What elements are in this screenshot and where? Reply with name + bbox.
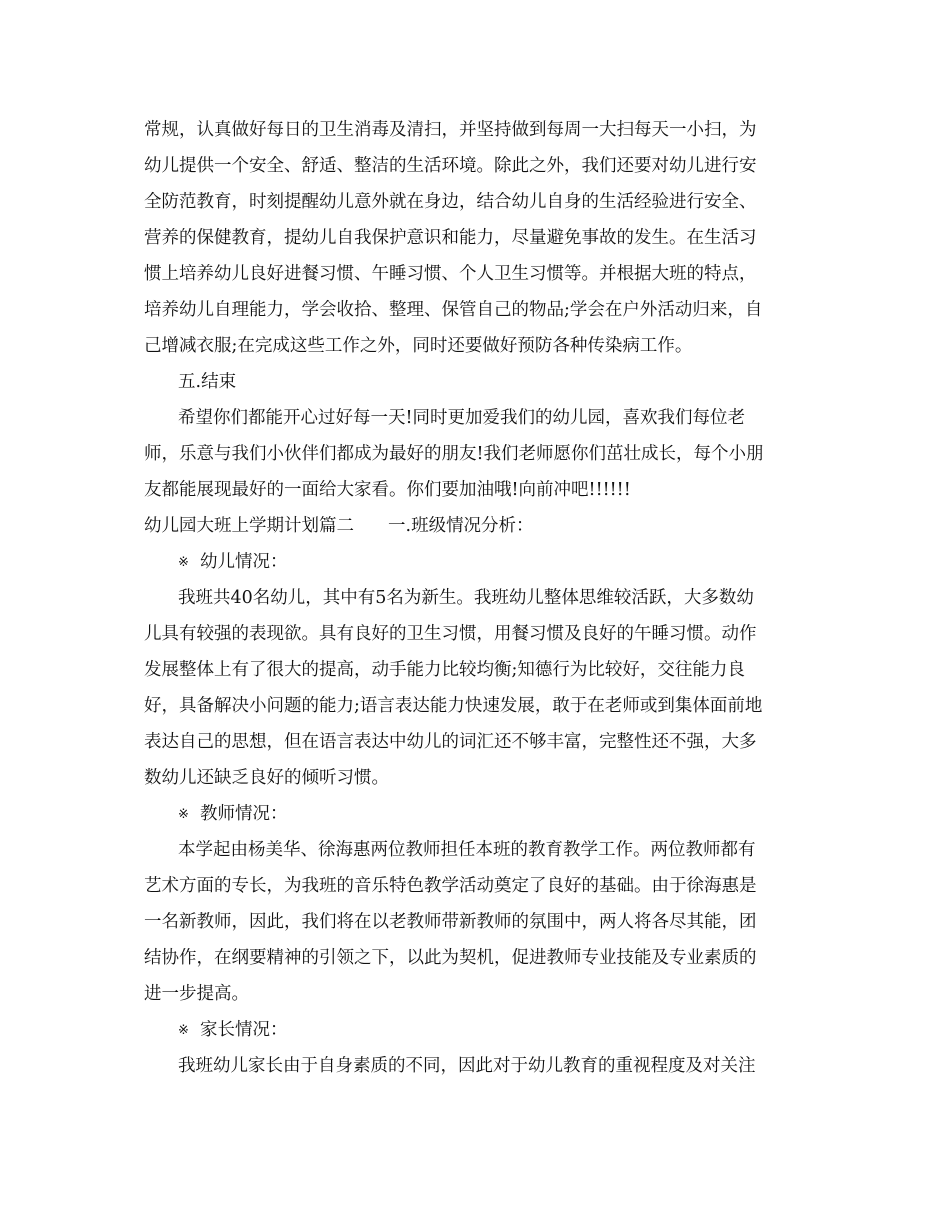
text-line: 好，具备解决小问题的能力;语言表达能力快速发展，敢于在老师或到集体面前地 xyxy=(144,696,763,716)
text-line: 数幼儿还缺乏良好的倾听习惯。 xyxy=(144,768,389,788)
text-line: 营养的保健教育，提幼儿自我保护意识和能力，尽量避免事故的发生。在生活习 xyxy=(144,228,757,248)
subheading-parents xyxy=(178,1017,288,1043)
text-line: 己增减衣服;在完成这些工作之外，同时还要做好预防各种传染病工作。 xyxy=(144,336,693,356)
text-line: 进一步提高。 xyxy=(144,984,249,1004)
text-line: 希望你们都能开心过好每一天!同时更加爱我们的幼儿园，喜欢我们每位老 xyxy=(178,408,746,428)
reference-mark-icon: ※ xyxy=(178,807,189,822)
text-line: 结协作，在纲要精神的引领之下，以此为契机，促进教师专业技能及专业素质的 xyxy=(144,948,757,968)
text-line: 发展整体上有了很大的提高，动手能力比较均衡;知德行为比较好，交往能力良 xyxy=(144,660,745,680)
title-line xyxy=(144,513,534,539)
subheading-label: 教师情况： xyxy=(200,804,288,824)
section-heading: 五.结束 xyxy=(178,372,237,392)
reference-mark-icon: ※ xyxy=(178,555,189,570)
text-line: 培养幼儿自理能力，学会收拾、整理、保管自己的物品;学会在户外活动归来，自 xyxy=(144,300,763,320)
text-line: 友都能展现最好的一面给大家看。你们要加油哦!向前冲吧!!!!!! xyxy=(144,480,631,500)
reference-mark-icon: ※ xyxy=(178,1023,189,1038)
document-title: 幼儿园大班上学期计划篇二 xyxy=(144,516,354,536)
text-line: 艺术方面的专长，为我班的音乐特色教学活动奠定了良好的基础。由于徐海惠是 xyxy=(144,876,757,896)
text-line: 儿具有较强的表现欲。具有良好的卫生习惯，用餐习惯及良好的午睡习惯。动作 xyxy=(144,624,757,644)
text-line: 我班幼儿家长由于自身素质的不同，因此对于幼儿教育的重视程度及对关注 xyxy=(178,1056,756,1076)
subheading-teachers xyxy=(178,801,288,827)
text-line: 一名新教师，因此，我们将在以老教师带新教师的氛围中，两人将各尽其能，团 xyxy=(144,912,757,932)
section-heading: 一.班级情况分析： xyxy=(388,516,534,536)
text-line: 全防范教育，时刻提醒幼儿意外就在身边，结合幼儿自身的生活经验进行安全、 xyxy=(144,192,757,212)
text-line: 惯上培养幼儿良好进餐习惯、午睡习惯、个人卫生习惯等。并根据大班的特点， xyxy=(144,264,757,284)
text-line: 常规，认真做好每日的卫生消毒及清扫，并坚持做到每周一大扫每天一小扫，为 xyxy=(144,120,757,140)
text-line: 幼儿提供一个安全、舒适、整洁的生活环境。除此之外，我们还要对幼儿进行安 xyxy=(144,156,757,176)
text-line: 我班共40名幼儿，其中有5名为新生。我班幼儿整体思维较活跃，大多数幼 xyxy=(178,588,754,608)
text-line: 师，乐意与我们小伙伴们都成为最好的朋友!我们老师愿你们茁壮成长，每个小朋 xyxy=(144,444,764,464)
subheading-label: 家长情况： xyxy=(200,1020,288,1040)
text-line: 本学起由杨美华、徐海惠两位教师担任本班的教育教学工作。两位教师都有 xyxy=(178,840,756,860)
text-line: 表达自己的思想，但在语言表达中幼儿的词汇还不够丰富，完整性还不强，大多 xyxy=(144,732,757,752)
subheading-children xyxy=(178,549,288,575)
subheading-label: 幼儿情况： xyxy=(200,552,288,572)
